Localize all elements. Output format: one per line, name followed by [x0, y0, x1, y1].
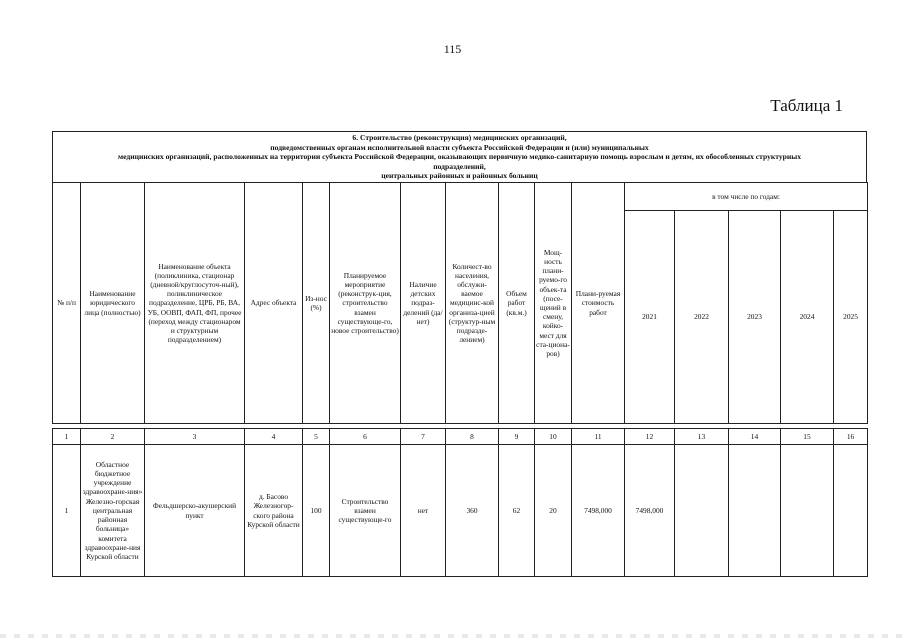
header-num: № п/п [53, 183, 81, 424]
title-line-3: медицинских организаций, расположенных на территории субъекта Российской Федерации, оказывающих первичную медико-санитарную помощь взрослым и детям, их обособленных структурных [117, 152, 802, 162]
cell-address: д. Басово Железногор-ского района Курской области [245, 445, 303, 577]
header-legal-name: Наименование юридического лица (полностью) [81, 183, 145, 424]
cell-legal-name: Областное бюджетное учреждение здравоохране-ния» Железно-горская центральная районная больница» комитета здравоохране-ния Курской области [81, 445, 145, 577]
col-num-13: 13 [675, 429, 729, 445]
header-year-2025: 2025 [834, 211, 868, 424]
title-line-5: центральных районных и районных больниц [381, 171, 538, 181]
construction-table [52, 182, 868, 577]
page-number: 115 [443, 42, 462, 56]
col-num-16: 16 [834, 429, 868, 445]
col-num-11: 11 [572, 429, 625, 445]
header-wear: Из-нос (%) [303, 183, 330, 424]
header-activity: Планируемое мероприятие (реконструк-ция, строительство взамен существующе-го, новое строительство) [330, 183, 401, 424]
scan-edge-artifact [0, 634, 905, 638]
header-children: Наличие детских подраз-делений (да/нет) [401, 183, 446, 424]
table-row [53, 445, 868, 577]
col-num-8: 8 [446, 429, 499, 445]
col-num-15: 15 [781, 429, 834, 445]
col-num-12: 12 [625, 429, 675, 445]
col-num-6: 6 [330, 429, 401, 445]
cell-volume: 62 [499, 445, 535, 577]
col-num-14: 14 [729, 429, 781, 445]
cell-activity: Строительство взамен существующе-го [330, 445, 401, 577]
column-number-row [53, 429, 868, 445]
col-num-2: 2 [81, 429, 145, 445]
header-row [53, 183, 868, 211]
col-num-9: 9 [499, 429, 535, 445]
cell-capacity: 20 [535, 445, 572, 577]
title-line-1: 6. Строительство (реконструкция) медицинских организаций, [352, 133, 567, 142]
header-object-name: Наименование объекта (поликлиника, стационар (дневной/круглосуточ-ный), поликлиническое подразделение, ЦРБ, РБ, ВА, УБ, ООВП, ФАП, ФП, прочее (переход между стационаром и структурным подразделением) [145, 183, 245, 424]
col-num-3: 3 [145, 429, 245, 445]
header-address: Адрес объекта [245, 183, 303, 424]
cell-cost: 7498,000 [572, 445, 625, 577]
section-title [52, 131, 867, 182]
col-num-4: 4 [245, 429, 303, 445]
cell-year-2025 [834, 445, 868, 577]
col-num-5: 5 [303, 429, 330, 445]
col-num-10: 10 [535, 429, 572, 445]
header-by-years: в том числе по годам: [625, 183, 868, 211]
col-num-7: 7 [401, 429, 446, 445]
header-population: Количест-во населения, обслужи-ваемое медицинс-кой организа-цией (структур-ным подразде-лением) [446, 183, 499, 424]
cell-object-name: Фельдшерско-акушерский пункт [145, 445, 245, 577]
cell-population: 360 [446, 445, 499, 577]
cell-year-2022 [675, 445, 729, 577]
col-num-1: 1 [53, 429, 81, 445]
cell-year-2023 [729, 445, 781, 577]
header-year-2021: 2021 [625, 211, 675, 424]
table-label: Таблица 1 [770, 96, 843, 115]
cell-children: нет [401, 445, 446, 577]
cell-year-2021: 7498,000 [625, 445, 675, 577]
cell-year-2024 [781, 445, 834, 577]
cell-num: 1 [53, 445, 81, 577]
title-line-4: подразделений, [433, 161, 486, 171]
header-capacity: Мощ-ность плани-руемо-го объек-та (посе-щений в смену, койко-мест для ста-циона-ров) [535, 183, 572, 424]
cell-wear: 100 [303, 445, 330, 577]
header-year-2024: 2024 [781, 211, 834, 424]
header-year-2022: 2022 [675, 211, 729, 424]
header-cost: Плани-руемая стоимость работ [572, 183, 625, 424]
header-year-2023: 2023 [729, 211, 781, 424]
header-volume: Объем работ (кв.м.) [499, 183, 535, 424]
title-line-2: подведомственных органам исполнительной власти субъекта Российской Федерации и (или) муниципальных [270, 142, 649, 152]
